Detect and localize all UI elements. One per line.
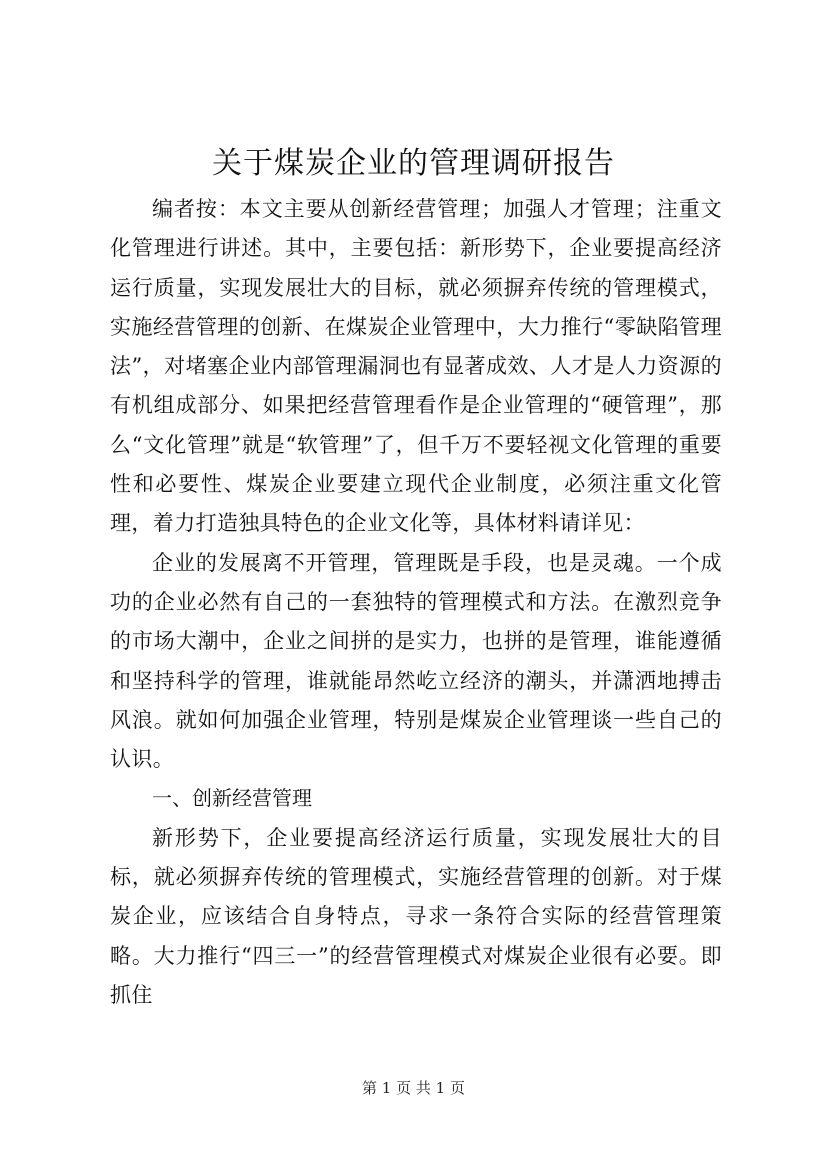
editor-note-paragraph: 编者按：本文主要从创新经营管理；加强人才管理；注重文化管理进行讲述。其中，主要包括：新形势下，企业要提高经济运行质量，实现发展壮大的目标，就必须摒弃传统的管理模式，实施经营管理的创新、在煤炭企业管理中，大力推行“零缺陷管理法”，对堵塞企业内部管理漏洞也有显著成效、人才是人力资源的有机组成部分、如果把经营管理看作是企业管理的“硬管理”，那么“文化管理”就是“软管理”了，但千万不要轻视文化管理的重要性和必要性、煤炭企业要建立现代企业制度，必须注重文化管理，着力打造独具特色的企业文化等，具体材料请详见： <box>110 197 722 536</box>
document-body <box>110 190 722 1015</box>
section-heading: 一、创新经营管理 <box>152 786 312 811</box>
page-footer: 第 1 页 共 1 页 <box>362 1079 465 1097</box>
section-paragraph: 新形势下，企业要提高经济运行质量，实现发展壮大的目标，就必须摒弃传统的管理模式，实施经营管理的创新。对于煤炭企业，应该结合自身特点，寻求一条符合实际的经营管理策略。大力推行“四三一”的经营管理模式对煤炭企业很有必要。即抓住 <box>110 825 722 1007</box>
document-title: 关于煤炭企业的管理调研报告 <box>212 146 615 181</box>
intro-paragraph: 企业的发展离不开管理，管理既是手段，也是灵魂。一个成功的企业必然有自己的一套独特的管理模式和方法。在激烈竞争的市场大潮中，企业之间拼的是实力，也拼的是管理，谁能遵循和坚持科学的管理，谁就能昂然屹立经济的潮头，并潇洒地搏击风浪。就如何加强企业管理，特别是煤炭企业管理谈一些自己的认识。 <box>110 550 722 772</box>
